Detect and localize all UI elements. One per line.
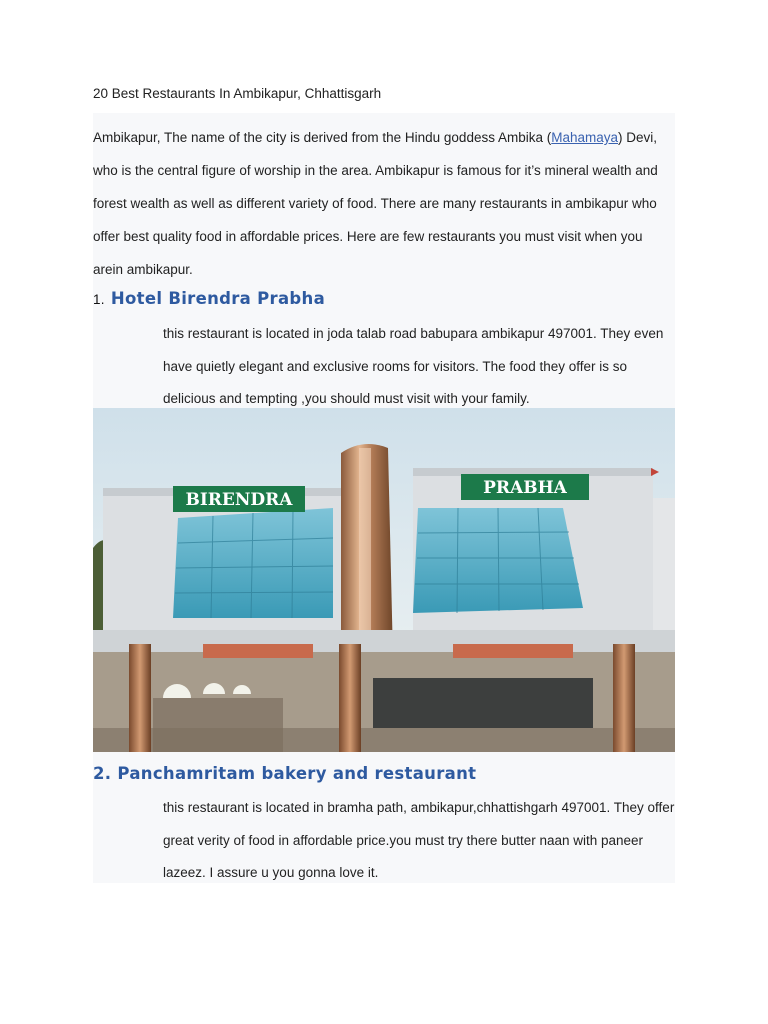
page-title: 20 Best Restaurants In Ambikapur, Chhattisgarh — [93, 86, 382, 101]
intro-text-start: Ambikapur, The name of the city is derived from the Hindu goddess Ambika ( — [93, 130, 552, 145]
section-2-title: Panchamritam bakery and restaurant — [117, 764, 477, 783]
hotel-building-illustration — [93, 408, 675, 752]
section-1-number: 1. — [93, 292, 105, 307]
section-2-heading — [93, 764, 476, 783]
sign-prabha: PRABHA — [483, 478, 567, 498]
section-2-number: 2. — [93, 764, 112, 783]
section-1-title: Hotel Birendra Prabha — [110, 289, 326, 308]
section-2-paragraph: this restaurant is located in bramha path, ambikapur,chhattishgarh 497001. They offer great verity of food in affordable price.you must try there butter naan with paneer lazeez. I assure u you gonna love it. — [163, 800, 675, 880]
section-1-paragraph: this restaurant is located in joda talab road babupara ambikapur 497001. They even have quietly elegant and exclusive rooms for visitors. The food they offer is so delicious and tempting ,you should must visit with your family. — [163, 326, 664, 406]
section-1-heading — [93, 289, 325, 308]
sign-birendra: BIRENDRA — [185, 490, 293, 510]
intro-text-end: ) Devi, who is the central figure of worship in the area. Ambikapur is famous for it’s mineral wealth and forest wealth as well as different variety of food. There are many restaurants in ambikapur who offer best quality food in affordable prices. Here are few restaurants you must visit when you arein ambikapur. — [93, 130, 658, 277]
hotel-photo — [93, 408, 675, 752]
intro-paragraph — [93, 121, 675, 286]
mahamaya-link[interactable]: Mahamaya — [551, 130, 619, 145]
